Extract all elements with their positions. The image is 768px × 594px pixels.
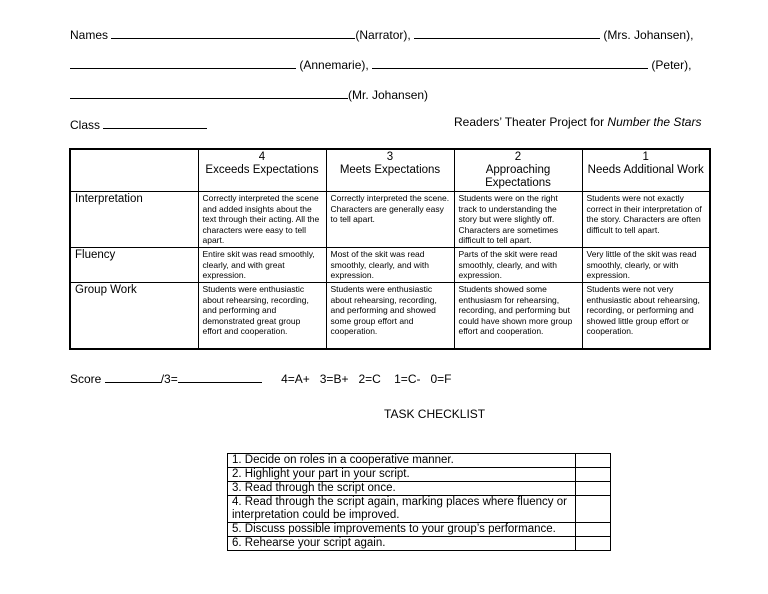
rubric-cell: Students showed some enthusiasm for rehearsing, recording, and performing but could have shown more group effort and cooperation. xyxy=(454,282,582,349)
level-1-header: 1 Needs Additional Work xyxy=(582,149,710,192)
class-label: Class xyxy=(70,118,101,132)
rubric-cell: Entire skit was read smoothly, clearly, and with great expression. xyxy=(198,247,326,282)
rubric-cell: Students were not exactly correct in their interpretation of the story. Characters are often difficult to tell apart. xyxy=(582,192,710,248)
book-title: Number the Stars xyxy=(607,115,702,129)
checklist-checkbox[interactable] xyxy=(576,454,611,468)
rubric-cell: Parts of the skit were read smoothly, clearly, and with expression. xyxy=(454,247,582,282)
score-label: Score xyxy=(70,372,102,386)
level-2-header: 2 Approaching Expectations xyxy=(454,149,582,192)
project-prefix: Readers’ Theater Project for xyxy=(454,115,608,129)
checklist-checkbox[interactable] xyxy=(576,482,611,496)
checklist-item: 1. Decide on roles in a cooperative manner. xyxy=(228,454,576,468)
checklist-item: 2. Highlight your part in your script. xyxy=(228,468,576,482)
narrator-name-field[interactable] xyxy=(111,26,355,39)
mr-johansen-line xyxy=(70,86,428,102)
rubric-corner-cell xyxy=(70,149,198,192)
grade-scale: 4=A+ 3=B+ 2=C 1=C- 0=F xyxy=(281,372,452,386)
checklist-title: TASK CHECKLIST xyxy=(384,407,486,421)
checklist-row xyxy=(228,482,611,496)
mr-johansen-name-field[interactable] xyxy=(70,86,348,99)
peter-role: (Peter), xyxy=(651,58,692,72)
checklist-item: 6. Rehearse your script again. xyxy=(228,537,576,551)
annemarie-peter-line xyxy=(70,56,691,72)
rubric-cell: Most of the skit was read smoothly, clearly, and with expression. xyxy=(326,247,454,282)
rubric-cell: Correctly interpreted the scene and added insights about the text through their acting. All the characters were easy to tell apart. xyxy=(198,192,326,248)
rubric-cell: Students were not very enthusiastic about rehearsing, recording, or performing and showed little group effort or cooperation. xyxy=(582,282,710,349)
checklist-item: 4. Read through the script again, marking places where fluency or interpretation could be improved. xyxy=(228,496,576,523)
criterion-label: Interpretation xyxy=(70,192,198,248)
class-field[interactable] xyxy=(103,116,207,129)
checklist-row xyxy=(228,454,611,468)
annemarie-role: (Annemarie), xyxy=(299,58,369,72)
mrs-johansen-role: (Mrs. Johansen), xyxy=(603,28,694,42)
mr-johansen-role: (Mr. Johansen) xyxy=(348,88,429,102)
project-title-line xyxy=(454,115,701,129)
annemarie-name-field[interactable] xyxy=(70,56,296,69)
checklist-item: 5. Discuss possible improvements to your group’s performance. xyxy=(228,523,576,537)
peter-name-field[interactable] xyxy=(372,56,648,69)
names-line xyxy=(70,26,693,42)
task-checklist-table xyxy=(227,453,611,551)
score-result-field[interactable] xyxy=(178,370,262,383)
level-4-header: 4 Exceeds Expectations xyxy=(198,149,326,192)
rubric-cell: Students were enthusiastic about rehearsing, recording, and performing and demonstrated great group effort and cooperation. xyxy=(198,282,326,349)
checklist-row xyxy=(228,496,611,523)
checklist-row xyxy=(228,537,611,551)
rubric-cell: Students were enthusiastic about rehearsing, recording, and performing and showed some group effort and cooperation. xyxy=(326,282,454,349)
names-label: Names xyxy=(70,28,109,42)
score-points-field[interactable] xyxy=(105,370,161,383)
rubric-row-interpretation xyxy=(70,192,710,248)
mrs-johansen-name-field[interactable] xyxy=(414,26,600,39)
checklist-checkbox[interactable] xyxy=(576,496,611,523)
score-divisor: /3= xyxy=(160,372,178,386)
class-line xyxy=(70,116,207,132)
narrator-role: (Narrator), xyxy=(355,28,411,42)
rubric-cell: Students were on the right track to understanding the story but were slightly off. Characters are sometimes difficult to tell apart. xyxy=(454,192,582,248)
checklist-item: 3. Read through the script once. xyxy=(228,482,576,496)
level-3-header: 3 Meets Expectations xyxy=(326,149,454,192)
rubric-cell: Correctly interpreted the scene. Characters are generally easy to tell apart. xyxy=(326,192,454,248)
rubric-header-row xyxy=(70,149,710,192)
checklist-checkbox[interactable] xyxy=(576,537,611,551)
checklist-checkbox[interactable] xyxy=(576,523,611,537)
checklist-row xyxy=(228,523,611,537)
rubric-row-fluency xyxy=(70,247,710,282)
rubric-row-group-work xyxy=(70,282,710,349)
checklist-row xyxy=(228,468,611,482)
score-line xyxy=(70,370,452,386)
rubric-cell: Very little of the skit was read smoothly, clearly, or with expression. xyxy=(582,247,710,282)
rubric-table xyxy=(69,148,711,350)
checklist-checkbox[interactable] xyxy=(576,468,611,482)
criterion-label: Group Work xyxy=(70,282,198,349)
criterion-label: Fluency xyxy=(70,247,198,282)
